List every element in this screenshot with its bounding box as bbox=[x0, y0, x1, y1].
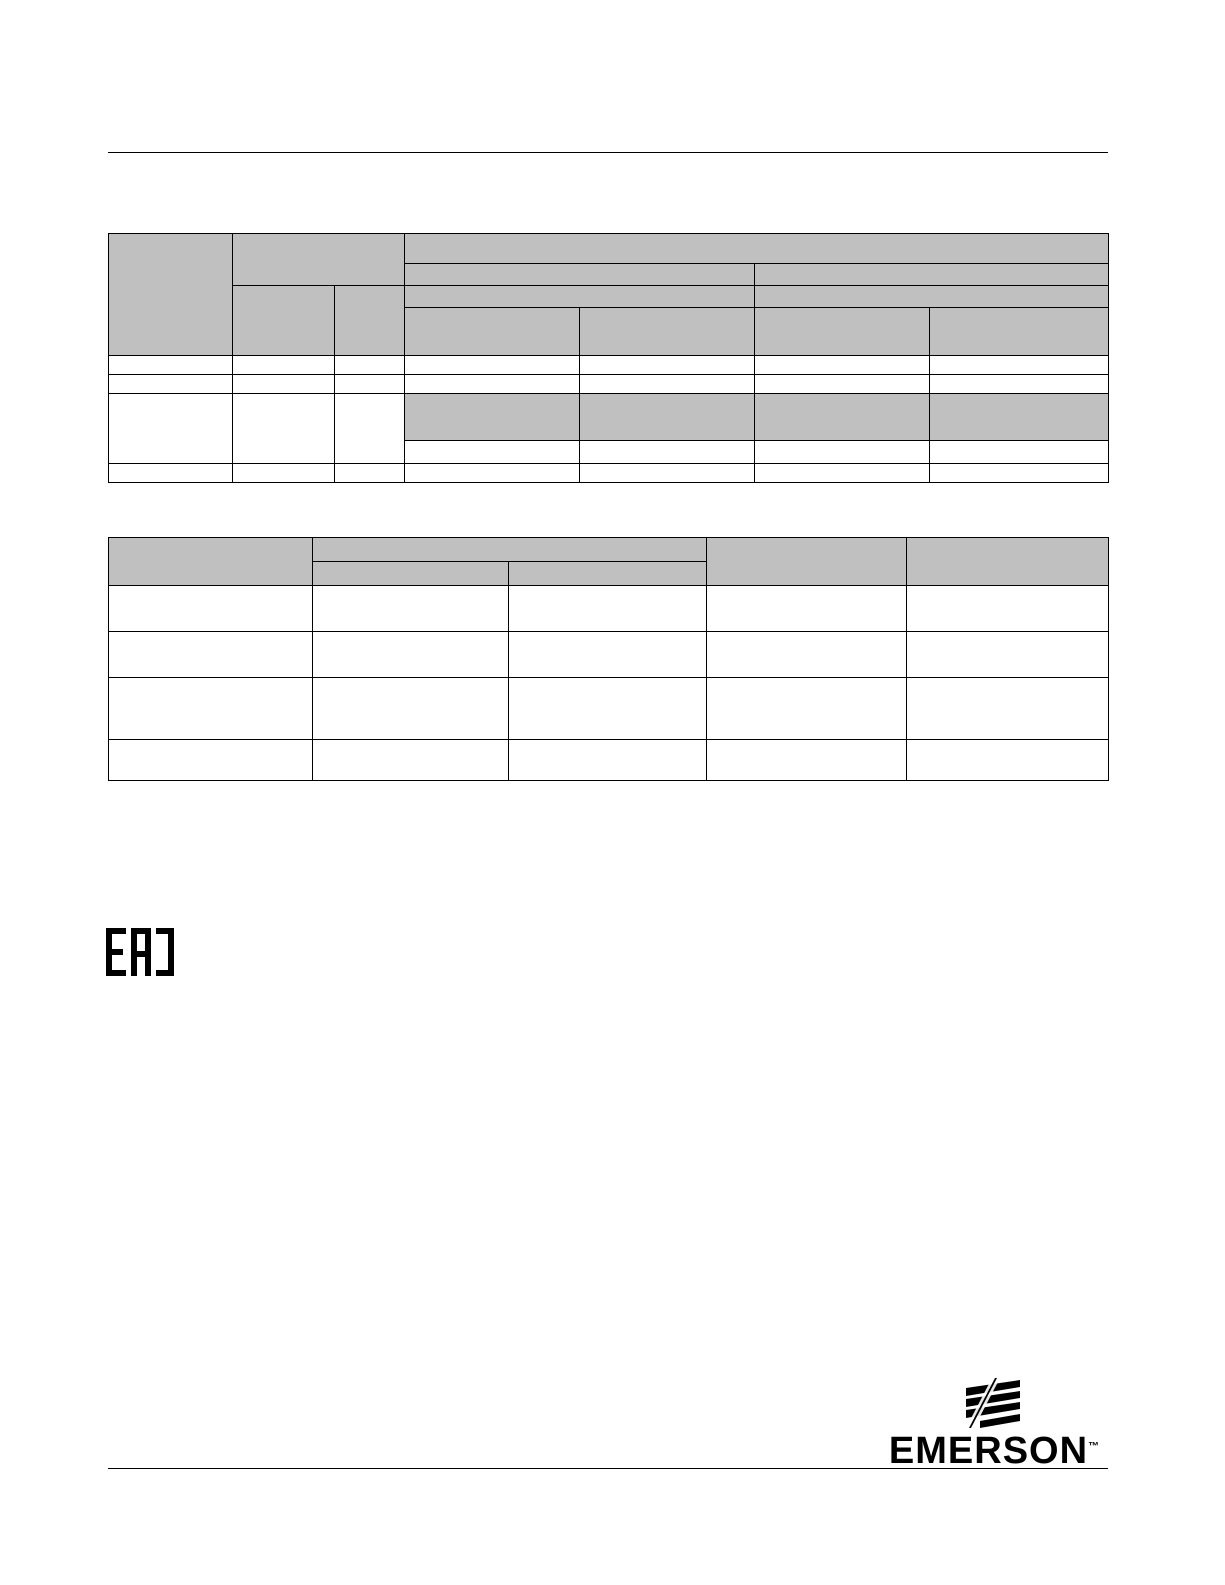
table-cell bbox=[109, 394, 233, 464]
table-cell bbox=[405, 375, 580, 394]
table-cell bbox=[755, 308, 930, 356]
table-cell bbox=[109, 375, 233, 394]
table-cell bbox=[707, 586, 907, 632]
table-cell bbox=[755, 441, 930, 464]
table-cell bbox=[335, 286, 405, 356]
table-cell bbox=[109, 586, 313, 632]
table-cell bbox=[313, 586, 509, 632]
table-cell bbox=[313, 538, 707, 562]
table-cell bbox=[233, 356, 335, 375]
table-row bbox=[109, 234, 1109, 264]
table-row bbox=[109, 375, 1109, 394]
table-cell bbox=[405, 441, 580, 464]
table-row bbox=[109, 464, 1109, 483]
emerson-logo bbox=[880, 1378, 1108, 1472]
table-cell bbox=[509, 586, 707, 632]
table-row bbox=[109, 678, 1109, 740]
table-cell bbox=[509, 678, 707, 740]
table-cell bbox=[755, 394, 930, 441]
table-cell bbox=[405, 308, 580, 356]
table-cell bbox=[109, 740, 313, 781]
table-cell bbox=[755, 375, 930, 394]
table-cell bbox=[509, 632, 707, 678]
table-cell bbox=[509, 740, 707, 781]
table-cell bbox=[109, 356, 233, 375]
specifications-table bbox=[108, 233, 1109, 483]
table-cell bbox=[580, 441, 755, 464]
table-cell bbox=[930, 356, 1109, 375]
certifications-table bbox=[108, 537, 1109, 781]
table-row bbox=[109, 394, 1109, 441]
table-cell bbox=[233, 394, 335, 464]
table-row bbox=[109, 538, 1109, 562]
table-cell bbox=[930, 394, 1109, 441]
eac-conformity-mark bbox=[104, 926, 176, 978]
table-cell bbox=[930, 441, 1109, 464]
table-cell bbox=[707, 678, 907, 740]
table-cell bbox=[930, 375, 1109, 394]
table-cell bbox=[313, 678, 509, 740]
table-cell bbox=[907, 586, 1109, 632]
table-cell bbox=[109, 464, 233, 483]
table-row bbox=[109, 286, 1109, 308]
table-cell bbox=[707, 538, 907, 586]
table-cell bbox=[509, 562, 707, 586]
table-row bbox=[109, 356, 1109, 375]
table-cell bbox=[930, 308, 1109, 356]
table-row bbox=[109, 740, 1109, 781]
table-cell bbox=[405, 286, 755, 308]
table-cell bbox=[580, 394, 755, 441]
table-cell bbox=[405, 234, 1109, 264]
table-cell bbox=[580, 356, 755, 375]
table-cell bbox=[335, 394, 405, 464]
table-cell bbox=[233, 464, 335, 483]
table-cell bbox=[930, 464, 1109, 483]
table-cell bbox=[755, 356, 930, 375]
table-cell bbox=[109, 538, 313, 586]
table-cell bbox=[405, 394, 580, 441]
table-row bbox=[109, 632, 1109, 678]
table-cell bbox=[707, 632, 907, 678]
table-row bbox=[109, 586, 1109, 632]
table-cell bbox=[313, 632, 509, 678]
table-cell bbox=[907, 632, 1109, 678]
table-cell bbox=[755, 464, 930, 483]
table-cell bbox=[109, 234, 233, 356]
table-cell bbox=[755, 264, 1109, 286]
table-cell bbox=[580, 308, 755, 356]
header-rule bbox=[108, 152, 1108, 153]
table-cell bbox=[405, 356, 580, 375]
emerson-mark-icon bbox=[962, 1378, 1024, 1428]
table-cell bbox=[405, 264, 755, 286]
table-cell bbox=[707, 740, 907, 781]
table-cell bbox=[335, 356, 405, 375]
table-cell bbox=[907, 678, 1109, 740]
table-cell bbox=[233, 375, 335, 394]
emerson-wordmark-text: EMERSON bbox=[888, 1430, 1089, 1472]
table-cell bbox=[907, 740, 1109, 781]
table-cell bbox=[335, 464, 405, 483]
table-cell bbox=[335, 375, 405, 394]
table-cell bbox=[233, 286, 335, 356]
table-cell bbox=[313, 740, 509, 781]
table-cell bbox=[109, 678, 313, 740]
table-cell bbox=[907, 538, 1109, 586]
table-cell bbox=[109, 632, 313, 678]
table-cell bbox=[755, 286, 1109, 308]
table-cell bbox=[233, 234, 405, 286]
table-cell bbox=[405, 464, 580, 483]
table-cell bbox=[580, 375, 755, 394]
emerson-wordmark bbox=[880, 1430, 1108, 1472]
trademark-symbol: ™ bbox=[1088, 1440, 1100, 1453]
table-cell bbox=[313, 562, 509, 586]
table-cell bbox=[580, 464, 755, 483]
